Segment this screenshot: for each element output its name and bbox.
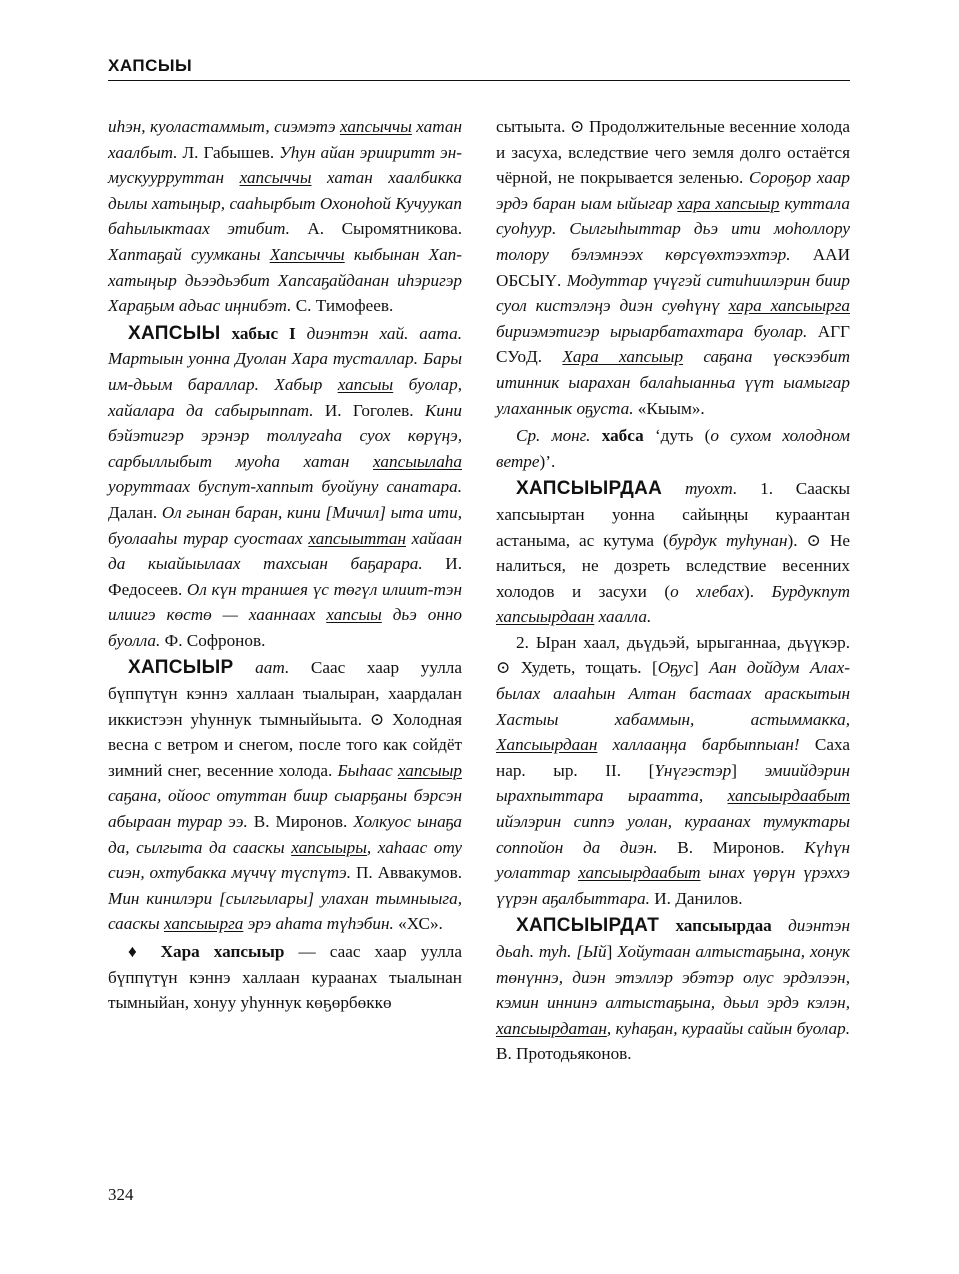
etymology-note: Ср. монг. хабса ‘дуть (о сухом холодном ветре)’. [496,426,850,471]
entry-hapsyyr: ХАПСЫЫР аат. Саас хаар уулла бүппүтүн кэннэ халлаан тыалыран, хаардалан иккистээн уһуннук тымныйыыта. ⊙ Холодная весна с ветром и снегом, после того как сойдёт зимний снег, весенние холода. Быһаас хапсыыр саҕана, ойоос отуттан биир сыарҕаны бэрсэн абыраан турар ээ. В. Миронов. Холкуос ынаҕа да, сылгыта да сааскы хапсыыры, хаһаас оту сиэн, охтубакка мүччү түспүтэ. П. Аввакумов. Мин кинилэри [сылгылары] улахан тымныыга, сааскы хапсыырга эрэ аһата түһэбин. «ХС». [108,657,462,934]
headword: ХАПСЫЫРДАТ [516,915,660,937]
circle-dot-icon: ⊙ [570,117,585,136]
running-head-title: ХАПСЫЫ [108,56,193,75]
headword: ХАПСЫЫ [128,322,221,344]
right-column [496,114,850,1067]
entry-hapsyyrdaa-sense-2: 2. Ыран хаал, дьүдьэй, ырыганнаа, дьүүкэр. ⊙ Худеть, тощать. [Оҕус] Аан дойдум Алах-былах алааһын Алтан бастаах араскытын Хастыы хабаммын, астыммакка, Хапсыырдаан халлааңңа барбыппыан! Саха нар. ыр. II. [Үнүгэстэр] эмиийдэрин ырахпыттара ыраатта, хапсыырдаабыт ийэлэрин сиппэ уолан, кураанах тумуктары соппойон да диэн. В. Миронов. Күһүн уолаттар хапсыырдаабыт ынах үөрүн үрэххэ үүрэн аҕалбыттара. И. Данилов. [496,632,850,908]
running-header [108,54,850,81]
entry-hapsyy: ХАПСЫЫ хабыс I диэнтэн хай. аата. Мартыын уонна Дуолан Хара тусталлар. Бары им-дьым бараллар. Хабыр хапсыы буолар, хайалара да сабырыппат. И. Гоголев. Кини бэйэтигэр эрэнэр толлугаһа суох көрүңэ, сарбыллыбыт муоһа хатан хапсыылаһа уоруттаах буспут-хаппыт буойуну санатара. Далан. Ол гынан баран, кини [Мичил] ыта ити, буолааһы турар суостаах хапсыыттан хайаан да кыайыылаах тахсыан баҕарара. И. Федосеев. Ол күн траншея үс төгүл илиит-тэн илиигэ көстө — хааннаах хапсыы дьэ онно буолла. Ф. Софронов. [108,322,463,650]
headword: ХАПСЫЫР [128,657,234,679]
entry-continuation: иһэн, куоластаммыт, сиэмэтэ хапсыччы хатан хаалбыт. Л. Габышев. Уһун айан эрииритт эн-мускуурруттан хапсыччы хатан хаалбикка дылы хатыңыр, сааһырбыт Охоноһой Кучуукап баһылыктаах этибит. А. Сыромятникова. Хаптаҕай суумканы Хапсыччы кыбынан Хап-хатыңыр дьээдьэбит Хапсаҕайданан иһэригэр Хараҕым адьас иңнибэт. С. Тимофеев. [108,117,463,316]
entry-hapsyyrdaa: ХАПСЫЫРДАА туохт. 1. Сааскы хапсыыртан уонна сайыңңы кураантан астаныма, ас кутума (бурдук туһунан). ⊙ Не налиться, не дозреть вследствие весенних холодов и засухи (о хлебах). Бурдукпут хапсыырдаан хаалла. [496,478,850,627]
phrase-hara-hapsyyr: ♦ Хара хапсыыр — саас хаар уулла бүппүтүн кэннэ халлаан кураанах тыалынан тымныйан, хонуу уһуннук көҕөрбөккө [108,942,462,1013]
phrase-continuation: сытыыта. ⊙ Продолжительные весенние холода и засуха, вследствие чего земля долго остаётся чёрной, не покрывается зеленью. Сороҕор хаар эрдэ баран ыам ыйыгар хара хапсыыр куттала суоһуур. Сылгыһыттар дьэ ити моһоллору толору бэлэмнээх көрсүөхтээхтэр. ААИ ОБСЫҮ. Модуттар үчүгэй ситиһиилэрин биир суол кистэлэңэ диэн суөһүнү хара хапсыырга бириэмэтигэр ырыарбатахтара буолар. АГГ СУоД. Хара хапсыыр саҕана үөскээбит итинник ыарахан балаһыанньа үүт ыамыгар улаханнык оҕуста. «Кыым». [496,117,851,418]
entry-hapsyyrdat: ХАПСЫЫРДАТ хапсыырдаа диэнтэн дьаһ. туһ. [Ый] Хойутаан алтыстаҕына, хонук төнүннэ, диэн этэллэр эбэтэр олус эрдэлээн, кэмин иннинэ алтыстаҕына, дьыл эрдэ кэлэн, хапсыырдатан, куһаҕан, кураайы сайын буолар. В. Протодьяконов. [496,915,850,1064]
page-number: 324 [108,1185,134,1204]
circle-dot-icon: ⊙ [369,709,385,729]
left-column [108,114,462,1016]
headword: ХАПСЫЫРДАА [516,478,663,500]
circle-dot-icon: ⊙ [806,530,821,550]
circle-dot-icon: ⊙ [496,658,511,678]
diamond-icon: ♦ [128,942,147,961]
